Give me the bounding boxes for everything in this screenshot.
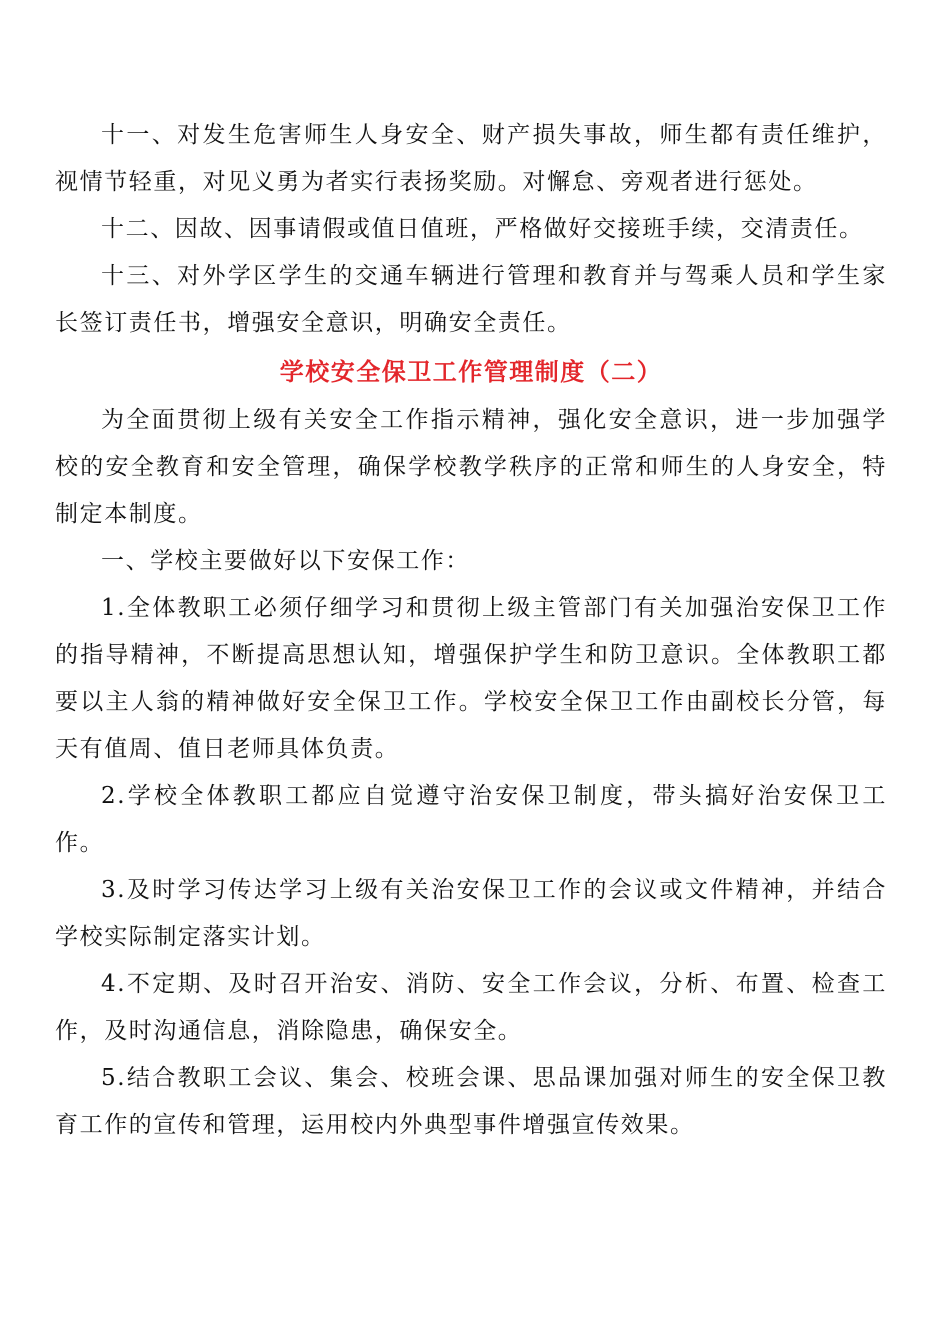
section-intro-paragraph: 为全面贯彻上级有关安全工作指示精神，强化安全意识，进一步加强学校的安全教育和安全管理，确保学校教学秩序的正常和师生的人身安全，特制定本制度。 <box>55 407 887 527</box>
list-item-4: 4.不定期、及时召开治安、消防、安全工作会议，分析、布置、检查工作，及时沟通信息，消除隐患，确保安全。 <box>55 971 887 1044</box>
paragraph-item-11: 十一、对发生危害师生人身安全、财产损失事故，师生都有责任维护，视情节轻重，对见义勇为者实行表扬奖励。对懈怠、旁观者进行惩处。 <box>55 122 887 195</box>
list-item-1: 1.全体教职工必须仔细学习和贯彻上级主管部门有关加强治安保卫工作的指导精神，不断提高思想认知，增强保护学生和防卫意识。全体教职工都要以主人翁的精神做好安全保卫工作。学校安全保卫工作由副校长分管，每天有值周、值日老师具体负责。 <box>55 595 887 762</box>
list-item-3: 3.及时学习传达学习上级有关治安保卫工作的会议或文件精神，并结合学校实际制定落实计划。 <box>55 877 887 950</box>
list-item-5: 5.结合教职工会议、集会、校班会课、思品课加强对师生的安全保卫教育工作的宣传和管理，运用校内外典型事件增强宣传效果。 <box>55 1065 887 1138</box>
section-title: 学校安全保卫工作管理制度（二） <box>279 357 663 386</box>
document-page <box>55 112 887 1149</box>
paragraph-item-13: 十三、对外学区学生的交通车辆进行管理和教育并与驾乘人员和学生家长签订责任书，增强安全意识，明确安全责任。 <box>55 263 887 336</box>
paragraph-item-12: 十二、因故、因事请假或值日值班，严格做好交接班手续，交清责任。 <box>101 216 864 242</box>
list-item-2: 2.学校全体教职工都应自觉遵守治安保卫制度，带头搞好治安保卫工作。 <box>55 783 887 856</box>
section-heading-1: 一、学校主要做好以下安保工作： <box>101 548 470 574</box>
